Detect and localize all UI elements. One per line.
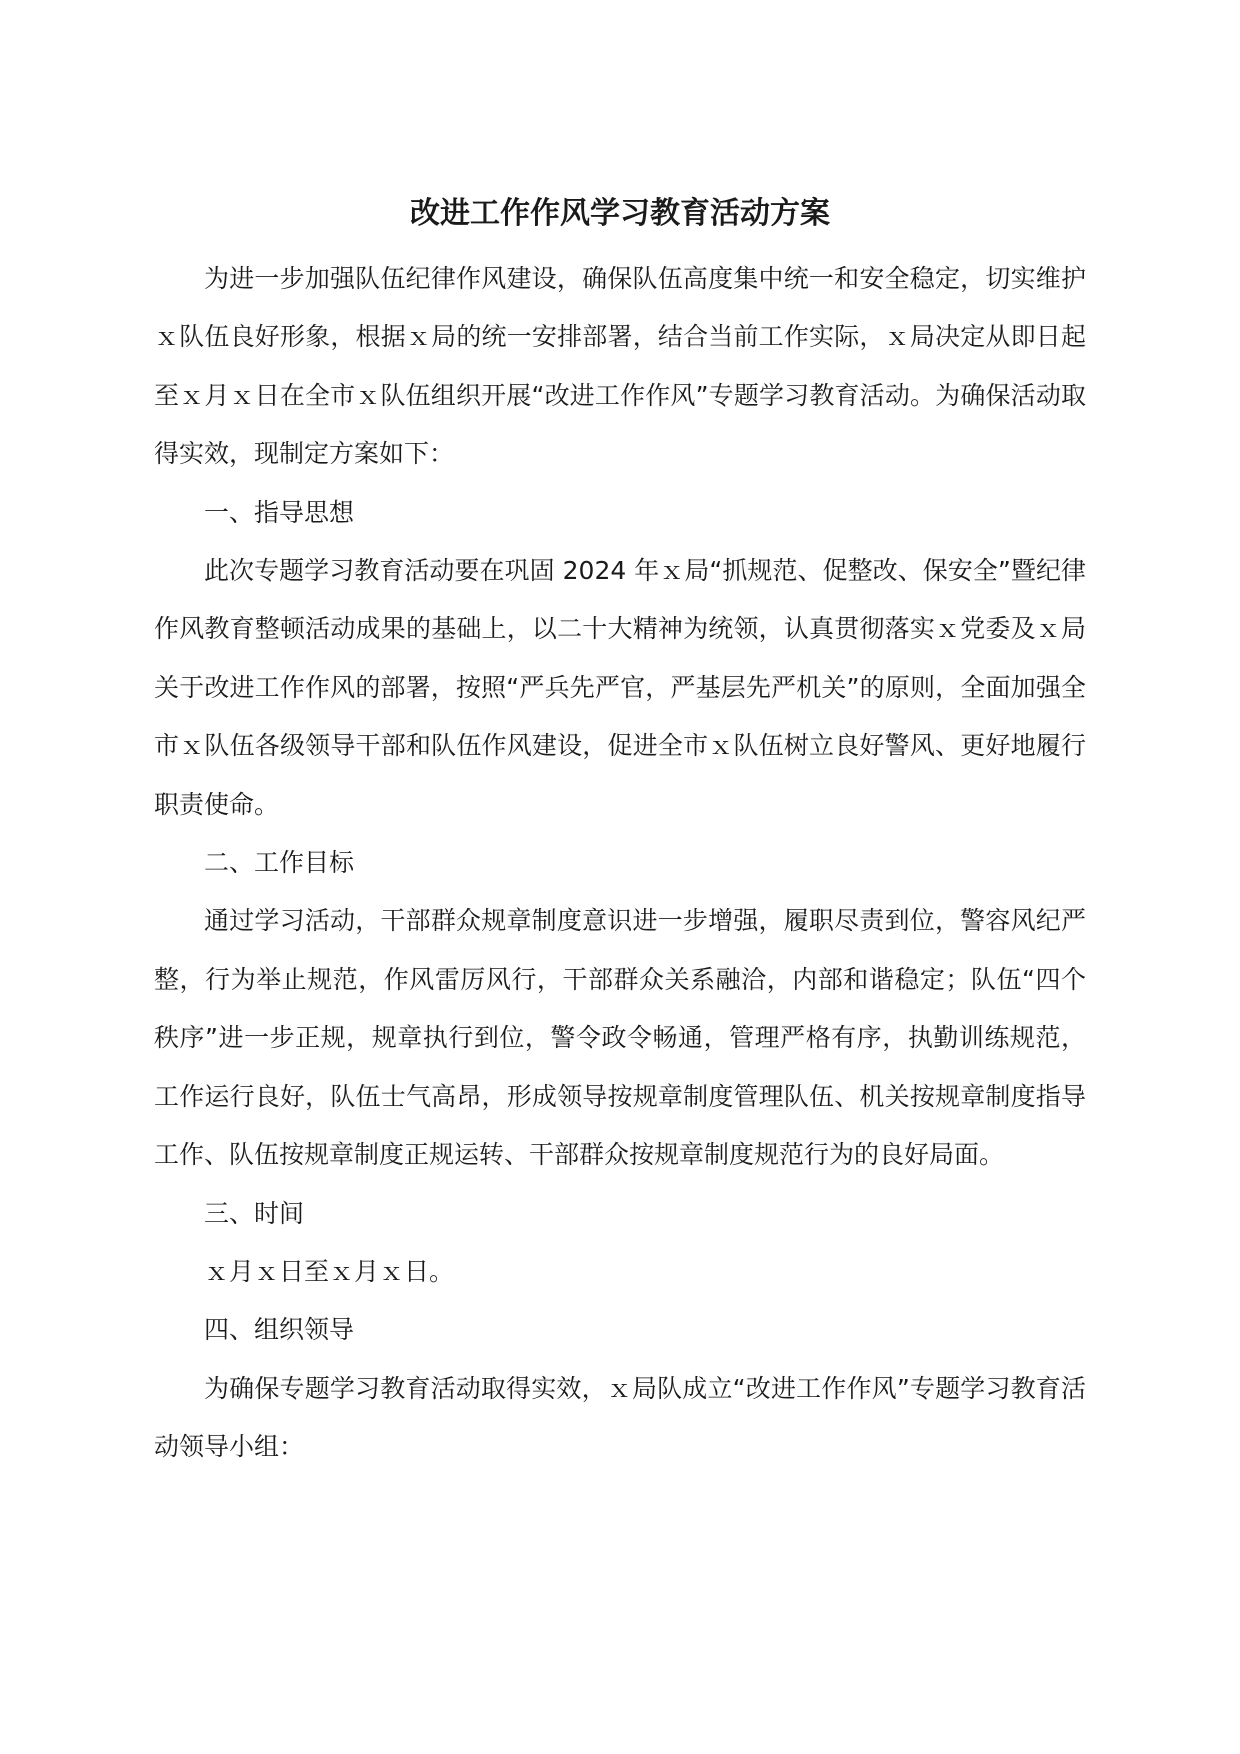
section-body-time: ｘ月ｘ日至ｘ月ｘ日。 [204, 1256, 455, 1286]
section-body-work-goals: 通过学习活动，干部群众规章制度意识进一步增强，履职尽责到位，警容风纪严整，行为举止规范，作风雷厉风行，干部群众关系融洽，内部和谐稳定；队伍“四个秩序”进一步正规，规章执行到位，警令政令畅通，管理严格有序，执勤训练规范，工作运行良好，队伍士气高昂，形成领导按规章制度管理队伍、机关按规章制度指导工作、队伍按规章制度正规运转、干部群众按规章制度规范行为的良好局面。 [154, 906, 1086, 1170]
intro-paragraph: 为进一步加强队伍纪律作风建设，确保队伍高度集中统一和安全稳定，切实维护ｘ队伍良好形象，根据ｘ局的统一安排部署，结合当前工作实际，ｘ局决定从即日起至ｘ月ｘ日在全市ｘ队伍组织开展“改进工作作风”专题学习教育活动。为确保活动取得实效，现制定方案如下： [154, 264, 1086, 469]
section-body-organization: 为确保专题学习教育活动取得实效，ｘ局队成立“改进工作作风”专题学习教育活动领导小组： [154, 1373, 1086, 1462]
document-body [154, 250, 1086, 1477]
section-heading-guiding-ideology: 一、指导思想 [204, 497, 355, 527]
section-heading-organization: 四、组织领导 [204, 1315, 355, 1345]
section-heading-work-goals: 二、工作目标 [204, 848, 355, 878]
document-title: 改进工作作风学习教育活动方案 [410, 196, 830, 231]
section-heading-time: 三、时间 [204, 1198, 305, 1228]
section-body-guiding-ideology: 此次专题学习教育活动要在巩固 2024 年ｘ局“抓规范、促整改、保安全”暨纪律作风教育整顿活动成果的基础上，以二十大精神为统领，认真贯彻落实ｘ党委及ｘ局关于改进工作作风的部署，按照“严兵先严官，严基层先严机关”的原则，全面加强全市ｘ队伍各级领导干部和队伍作风建设，促进全市ｘ队伍树立良好警风、更好地履行职责使命。 [154, 556, 1086, 819]
